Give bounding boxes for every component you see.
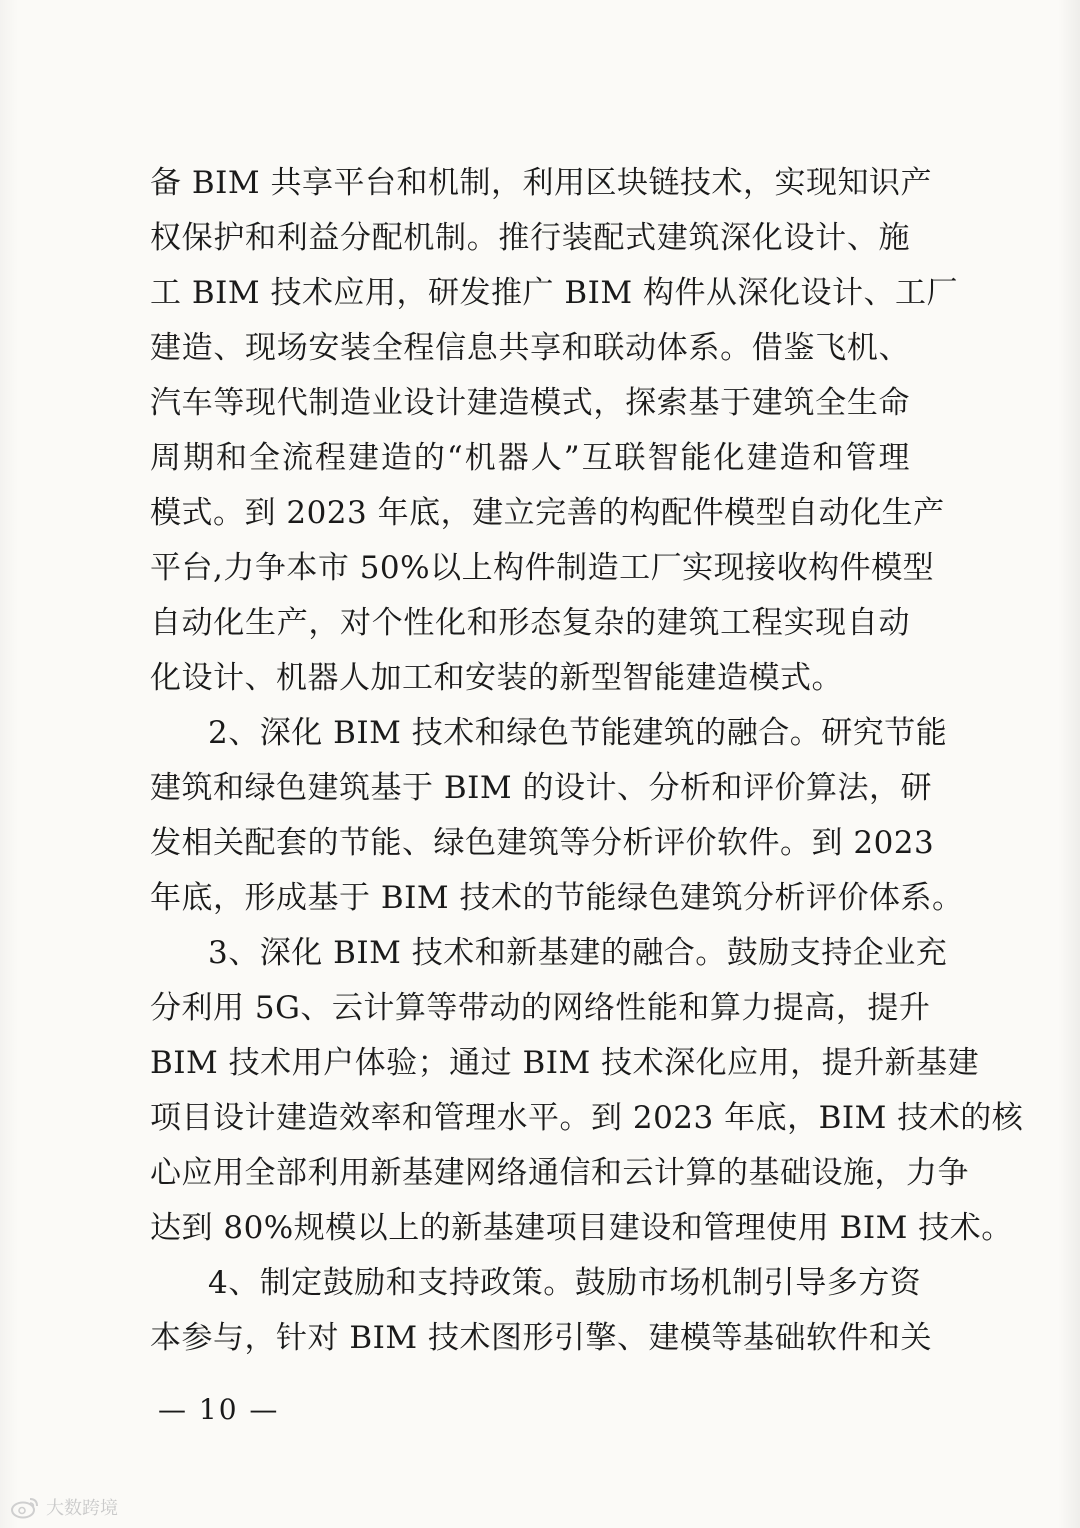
watermark-text: 大数跨境 [46, 1498, 118, 1519]
paragraph-line: 3、深化 BIM 技术和新基建的融合。鼓励支持企业充 [208, 935, 948, 971]
paragraph-line: 分利用 5G、云计算等带动的网络性能和算力提高，提升 [150, 990, 931, 1026]
paragraph-line: 备 BIM 共享平台和机制，利用区块链技术，实现知识产 [150, 165, 932, 201]
paragraph-line: 2、深化 BIM 技术和绿色节能建筑的融合。研究节能 [208, 715, 948, 751]
paragraph-line: 建造、现场安装全程信息共享和联动体系。借鉴飞机、 [150, 330, 910, 366]
paragraph-line: 项目设计建造效率和管理水平。到 2023 年底，BIM 技术的核 [150, 1100, 1024, 1136]
paragraph-line: 周期和全流程建造的“机器人”互联智能化建造和管理 [150, 440, 910, 476]
paragraph-line: 年底，形成基于 BIM 技术的节能绿色建筑分析评价体系。 [150, 880, 964, 916]
paragraph-line: 达到 80%规模以上的新基建项目建设和管理使用 BIM 技术。 [150, 1210, 1013, 1246]
weibo-icon [10, 1495, 40, 1519]
paragraph-line: 发相关配套的节能、绿色建筑等分析评价软件。到 2023 [150, 825, 935, 861]
paragraph-line: 模式。到 2023 年底，建立完善的构配件模型自动化生产 [150, 495, 945, 531]
paragraph-line: 平台,力争本市 50%以上构件制造工厂实现接收构件模型 [150, 550, 935, 586]
paragraph-line: 4、制定鼓励和支持政策。鼓励市场机制引导多方资 [208, 1265, 922, 1301]
paragraph-line: 建筑和绿色建筑基于 BIM 的设计、分析和评价算法，研 [150, 770, 932, 806]
paragraph-line: 本参与，针对 BIM 技术图形引擎、建模等基础软件和关 [150, 1320, 932, 1356]
paragraph-line: 工 BIM 技术应用，研发推广 BIM 构件从深化设计、工厂 [150, 275, 958, 311]
paragraph-line: 权保护和利益分配机制。推行装配式建筑深化设计、施 [150, 220, 910, 256]
page-number: — 10 — [158, 1393, 280, 1426]
paragraph-line: 化设计、机器人加工和安装的新型智能建造模式。 [150, 660, 843, 696]
paragraph-line: 心应用全部利用新基建网络通信和云计算的基础设施，力争 [150, 1155, 969, 1191]
paragraph-line: 汽车等现代制造业设计建造模式，探索基于建筑全生命 [150, 385, 910, 421]
watermark [10, 1494, 118, 1520]
paragraph-line: 自动化生产，对个性化和形态复杂的建筑工程实现自动 [150, 605, 910, 641]
paragraph-line: BIM 技术用户体验；通过 BIM 技术深化应用，提升新基建 [150, 1045, 980, 1081]
